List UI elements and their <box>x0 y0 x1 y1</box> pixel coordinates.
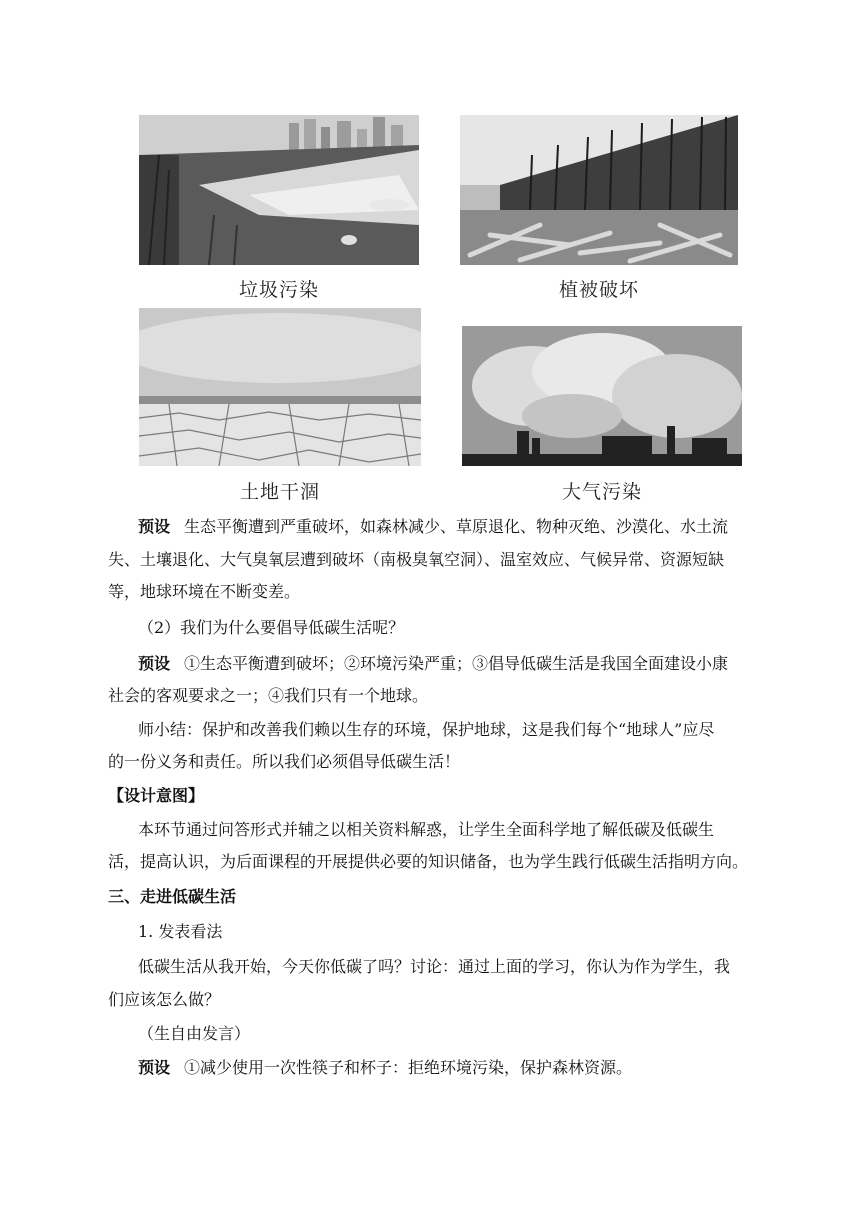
subsection-1-heading: 1. 发表看法 <box>138 922 223 941</box>
discussion-line-2: 们应该怎么做？ <box>108 990 221 1009</box>
preset-paragraph-1-line-1: 预设 生态平衡遭到严重破坏，如森林减少、草原退化、物种灭绝、沙漠化、水土流 <box>138 517 729 536</box>
design-intent-line-1: 本环节通过问答形式并辅之以相关资料解惑，让学生全面科学地了解低碳及低碳生 <box>138 820 715 839</box>
preset-paragraph-2-line-2: 社会的客观要求之一；④我们只有一个地球。 <box>108 686 429 705</box>
preset-label: 预设 <box>138 1058 171 1077</box>
caption-land-drought: 土地干涸 <box>239 481 320 503</box>
air-pollution-photo <box>462 326 742 466</box>
caption-vegetation-destruction: 植被破坏 <box>558 279 639 301</box>
preset-paragraph-2-line-1: 预设 ①生态平衡遭到破坏；②环境污染严重；③倡导低碳生活是我国全面建设小康 <box>138 654 729 673</box>
preset-label: 预设 <box>138 654 171 673</box>
discussion-line-1: 低碳生活从我开始，今天你低碳了吗？讨论：通过上面的学习，你认为作为学生，我 <box>138 957 731 976</box>
garbage-pollution-photo <box>139 115 419 265</box>
teacher-summary-line-1: 师小结：保护和改善我们赖以生存的环境，保护地球，这是我们每个“地球人”应尽 <box>138 720 715 739</box>
preset-paragraph-3: 预设 ①减少使用一次性筷子和杯子：拒绝环境污染，保护森林资源。 <box>138 1058 633 1077</box>
teacher-summary-line-2: 的一份义务和责任。所以我们必须倡导低碳生活！ <box>108 752 461 771</box>
land-drought-photo <box>139 308 421 466</box>
preset-paragraph-1-line-2: 失、土壤退化、大气臭氧层遭到破坏（南极臭氧空洞）、温室效应、气候异常、资源短缺 <box>108 550 725 569</box>
section-3-heading: 三、走进低碳生活 <box>108 887 237 906</box>
preset-label: 预设 <box>138 517 171 536</box>
design-intent-line-2: 活，提高认识，为后面课程的开展提供必要的知识储备，也为学生践行低碳生活指明方向。 <box>108 852 749 871</box>
caption-air-pollution: 大气污染 <box>561 481 642 503</box>
question-2: （2）我们为什么要倡导低碳生活呢？ <box>138 618 405 637</box>
free-speech-note: （生自由发言） <box>138 1024 251 1043</box>
vegetation-destruction-photo <box>460 115 738 265</box>
preset-paragraph-1-line-3: 等，地球环境在不断变差。 <box>108 582 301 601</box>
design-intent-heading: 【设计意图】 <box>108 786 205 805</box>
caption-garbage-pollution: 垃圾污染 <box>238 279 319 301</box>
